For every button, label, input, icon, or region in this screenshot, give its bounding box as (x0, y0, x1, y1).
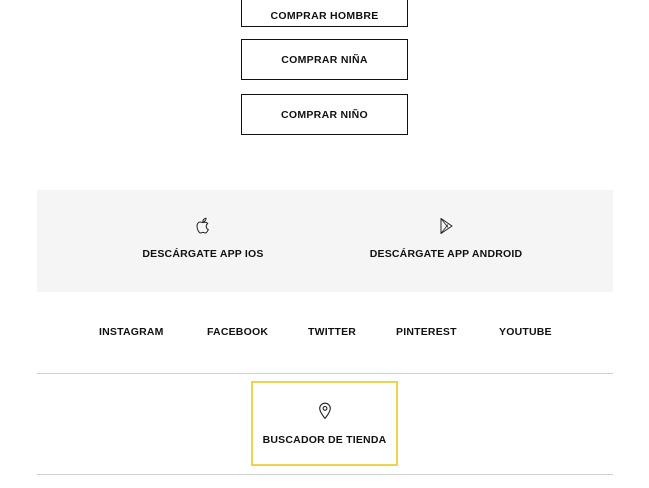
google-play-icon (438, 217, 454, 235)
shop-boy-label: COMPRAR NIÑO (280, 108, 368, 121)
app-download-section (37, 190, 613, 292)
store-finder-label: BUSCADOR DE TIENDA (262, 434, 387, 446)
store-finder-button[interactable] (251, 381, 398, 466)
download-android-label: DESCÁRGATE APP ANDROID (369, 248, 523, 260)
instagram-link[interactable]: INSTAGRAM (99, 326, 164, 338)
divider-top (37, 373, 613, 374)
facebook-link[interactable]: FACEBOOK (207, 326, 269, 338)
shop-girl-label: COMPRAR NIÑA (281, 53, 368, 66)
apple-icon (195, 217, 211, 235)
download-android-app-link[interactable] (336, 190, 556, 292)
youtube-link[interactable]: YOUTUBE (499, 326, 552, 338)
download-ios-app-link[interactable] (93, 190, 313, 292)
divider-bottom (37, 474, 613, 475)
shop-men-button[interactable] (241, 0, 408, 27)
shop-girl-button[interactable] (241, 39, 408, 80)
download-ios-label: DESCÁRGATE APP IOS (142, 248, 264, 260)
twitter-link[interactable]: TWITTER (308, 326, 357, 338)
shop-men-label: COMPRAR HOMBRE (270, 9, 379, 22)
shop-boy-button[interactable] (241, 94, 408, 135)
pinterest-link[interactable]: PINTEREST (396, 326, 457, 338)
map-pin-icon (317, 402, 333, 420)
